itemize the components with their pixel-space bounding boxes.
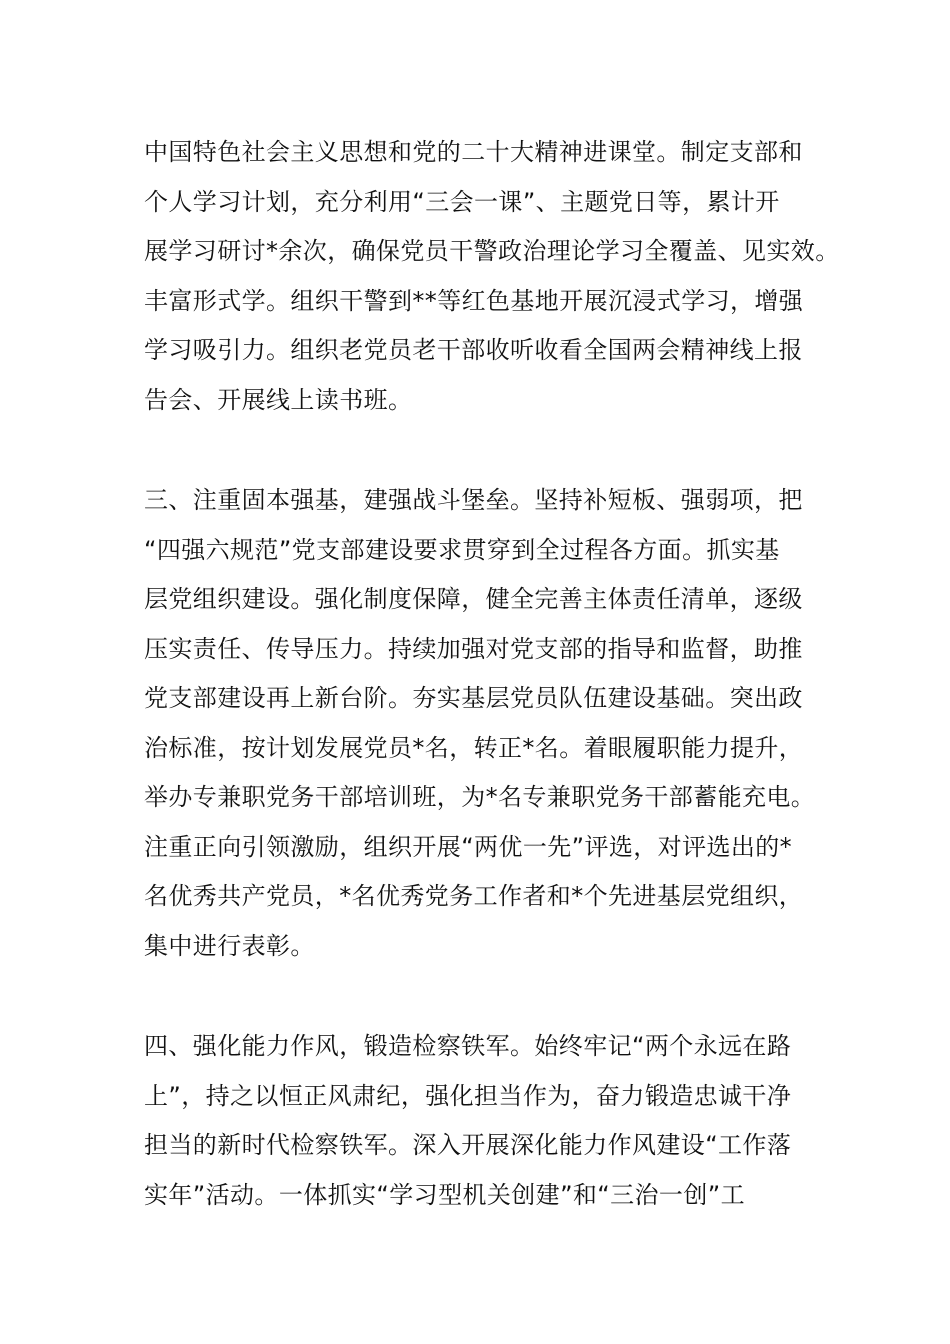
text-line: 三、注重固本强基，建强战斗堡垒。坚持补短板、强弱项，把 bbox=[144, 486, 803, 514]
paragraph-section-four bbox=[144, 1022, 834, 1220]
text-line: 实年”活动。一体抓实“学习型机关创建”和“三治一创”工 bbox=[144, 1180, 745, 1209]
paragraph-study bbox=[144, 128, 840, 425]
text-line: 丰富形式学。组织干警到**等红色基地开展沉浸式学习，增强 bbox=[144, 286, 804, 315]
text-line: 上”，持之以恒正风肃纪，强化担当作为，奋力锻造忠诚干净 bbox=[144, 1081, 792, 1110]
text-line: 集中进行表彰。 bbox=[144, 931, 315, 960]
text-line: 层党组织建设。强化制度保障，健全完善主体责任清单，逐级 bbox=[144, 585, 803, 613]
text-line: 举办专兼职党务干部培训班，为*名专兼职党务干部蓄能充电。 bbox=[144, 783, 816, 811]
text-line: 四、强化能力作风，锻造检察铁军。始终牢记“两个永远在路 bbox=[144, 1032, 792, 1060]
text-line: 中国特色社会主义思想和党的二十大精神进课堂。制定支部和 bbox=[144, 138, 803, 166]
text-line: 告会、开展线上读书班。 bbox=[144, 385, 413, 414]
text-line: 压实责任、传导压力。持续加强对党支部的指导和监督，助推 bbox=[144, 634, 803, 663]
text-line: 展学习研讨*余次，确保党员干警政治理论学习全覆盖、见实效。 bbox=[144, 237, 840, 265]
text-line: 党支部建设再上新台阶。夯实基层党员队伍建设基础。突出政 bbox=[144, 684, 803, 712]
text-line: 治标准，按计划发展党员*名，转正*名。着眼履职能力提升， bbox=[144, 733, 804, 762]
text-line: 担当的新时代检察铁军。深入开展深化能力作风建设“工作落 bbox=[144, 1131, 792, 1159]
text-line: 名优秀共产党员，*名优秀党务工作者和*个先进基层党组织， bbox=[144, 882, 804, 910]
text-line: “四强六规范”党支部建设要求贯穿到全过程各方面。抓实基 bbox=[144, 535, 780, 564]
text-line: 注重正向引领激励，组织开展“两优一先”评选，对评选出的* bbox=[144, 832, 793, 861]
text-line: 学习吸引力。组织老党员老干部收听收看全国两会精神线上报 bbox=[144, 336, 803, 364]
text-line: 个人学习计划，充分利用“三会一课”、主题党日等，累计开 bbox=[144, 187, 780, 216]
paragraph-section-three bbox=[144, 476, 834, 971]
